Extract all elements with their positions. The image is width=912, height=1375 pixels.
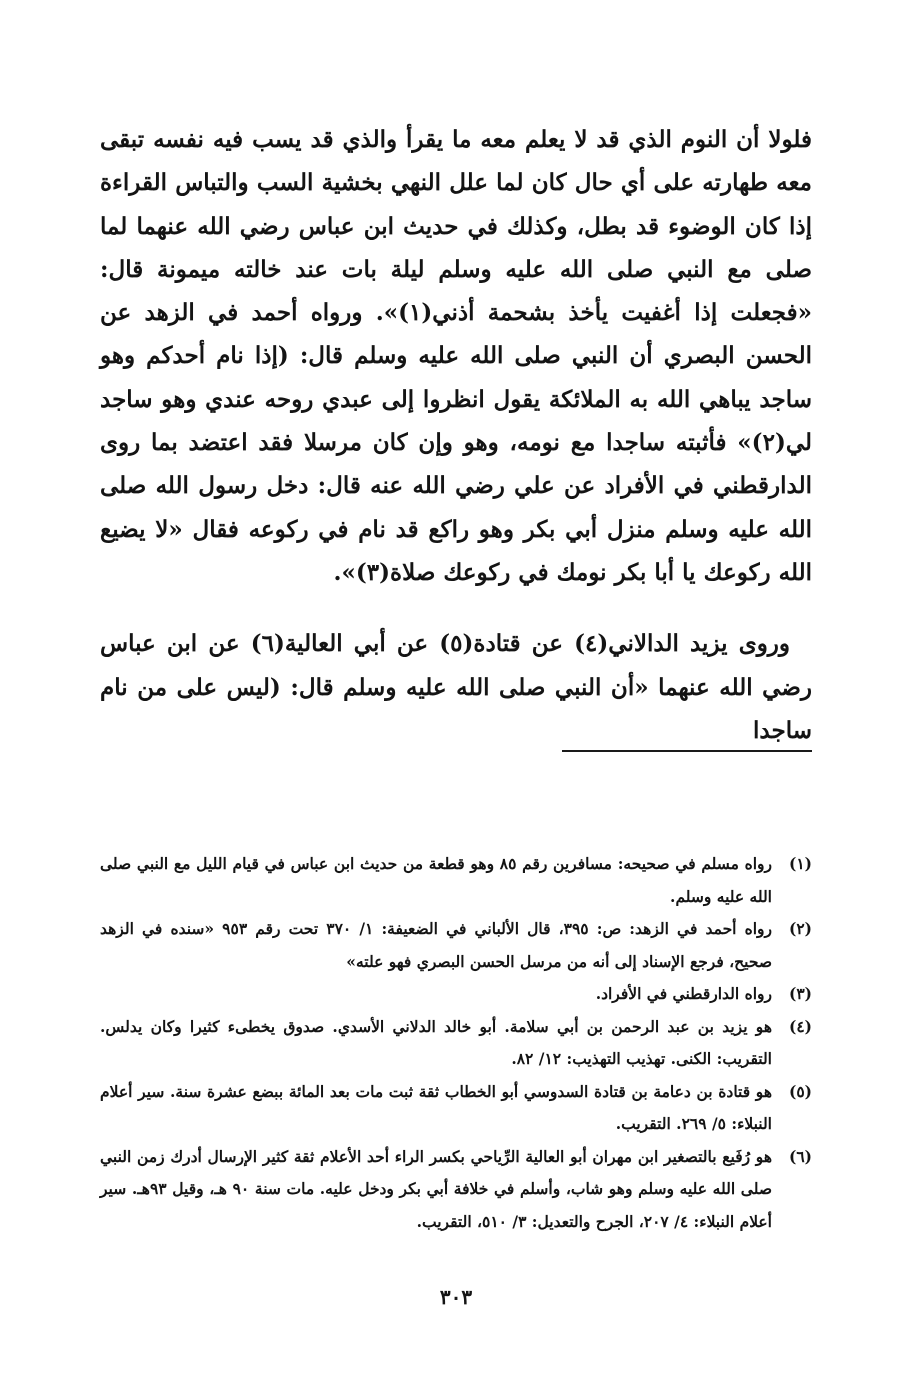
footnote-number: (٦)	[788, 1146, 812, 1166]
footnote-text: هو يزيد بن عبد الرحمن بن أبي سلامة. أبو خالد الدلاني الأسدي. صدوق يخطىء كثيرا وكان يدلس. التقريب: الكنى. تهذيب التهذيب: ١٢/ ٨٢.	[100, 1016, 772, 1068]
footnote	[100, 1141, 812, 1239]
footnote-number: (٢)	[788, 919, 812, 938]
footnote-text: هو قتادة بن دعامة بن قتادة السدوسي أبو الخطاب ثقة ثبت مات بعد المائة ببضع عشرة سنة. سير أعلام النبلاء: ٥/ ٢٦٩. التقريب.	[100, 1081, 772, 1133]
footnote	[100, 1076, 812, 1141]
footnote-text: رواه الدارقطني في الأفراد.	[595, 984, 772, 1003]
footnote-text: رواه أحمد في الزهد: ص: ٣٩٥، قال الألباني في الضعيفة: ١/ ٣٧٠ تحت رقم ٩٥٣ «سنده في الزهد صحيح، فرجع الإسناد إلى أنه من مرسل الحسن البصري فهو علته»	[100, 919, 772, 971]
footnote-text: رواه مسلم في صحيحه: مسافرين رقم ٨٥ وهو قطعة من حديث ابن عباس في قيام الليل مع النبي صلى الله عليه وسلم.	[100, 854, 772, 906]
main-text	[100, 118, 812, 752]
page-number: ٣٠٣	[439, 1285, 473, 1309]
footnote-number: (٤)	[788, 1016, 812, 1036]
paragraph: وروى يزيد الدالاني(٤) عن قتادة(٥) عن أبي العالية(٦) عن ابن عباس رضي الله عنهما «أن النبي صلى الله عليه وسلم قال: (ليس على من نام ساجدا	[100, 630, 812, 744]
footnote-divider	[562, 750, 812, 752]
footnote-number: (٥)	[788, 1081, 812, 1101]
footnote-text: هو رُفَيع بالتصغير ابن مهران أبو العالية الرِّياحي بكسر الراء أحد الأعلام ثقة كثير الإرسال أدرك زمن النبي صلى الله عليه وسلم وهو شاب، وأسلم في خلافة أبي بكر ودخل عليه. مات سنة ٩٠ هـ، وقيل ٩٣هـ. سير أعلام النبلاء: ٤/ ٢٠٧، الجرح والتعديل: ٣/ ٥١٠، التقريب.	[100, 1146, 773, 1231]
footnote-number: (١)	[788, 854, 812, 873]
footnotes-list	[100, 848, 812, 1238]
footnote	[100, 1011, 812, 1076]
footnote	[100, 978, 812, 1011]
footnote-number: (٣)	[788, 984, 812, 1003]
footnote	[100, 913, 812, 978]
footnote	[100, 848, 812, 913]
paragraph: فلولا أن النوم الذي قد لا يعلم معه ما يقرأ والذي قد يسب فيه نفسه تبقى معه طهارته على أي حال كان لما علل النهي بخشية السب والتباس القراءة إذا كان الوضوء قد بطل، وكذلك في حديث ابن عباس رضي الله عنهما لما صلى مع النبي صلى الله عليه وسلم ليلة بات عند خالته ميمونة قال: «فجعلت إذا أغفيت يأخذ بشحمة أذني(١)». ورواه أحمد في الزهد عن الحسن البصري أن النبي صلى الله عليه وسلم قال: (إذا نام أحدكم وهو ساجد يباهي الله به الملائكة يقول انظروا إلى عبدي روحه عندي وهو ساجد لي(٢)» فأثبته ساجدا مع نومه، وهو وإن كان مرسلا فقد اعتضد بما روى الدارقطني في الأفراد عن علي رضي الله عنه قال: دخل رسول الله صلى الله عليه وسلم منزل أبي بكر وهو راكع قد نام في ركوعه فقال «لا يضيع الله ركوعك يا أبا بكر نومك في ركوعك صلاة(٣)».	[100, 126, 813, 586]
